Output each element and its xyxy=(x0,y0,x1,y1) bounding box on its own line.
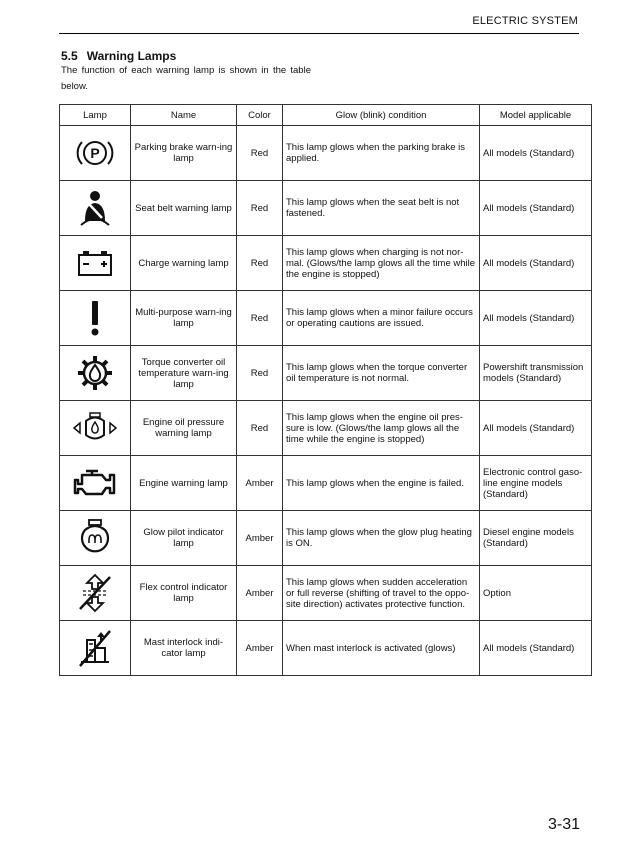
table-row xyxy=(60,236,592,291)
lamp-name: Glow pilot indicator lamp xyxy=(131,511,237,566)
lamp-condition: This lamp glows when the parking brake is applied. xyxy=(283,126,480,181)
table-row xyxy=(60,291,592,346)
section-title xyxy=(61,49,176,63)
exclamation-icon xyxy=(85,299,105,337)
lamp-condition: This lamp glows when the glow plug heating is ON. xyxy=(283,511,480,566)
lamp-cell xyxy=(60,126,131,181)
section-heading: Warning Lamps xyxy=(86,49,177,63)
warning-lamps-table xyxy=(59,104,592,676)
battery-icon xyxy=(75,248,115,278)
lamp-name: Charge warning lamp xyxy=(131,236,237,291)
lamp-model: All models (Standard) xyxy=(480,181,592,236)
table-row xyxy=(60,401,592,456)
lamp-cell xyxy=(60,456,131,511)
lamp-color: Amber xyxy=(237,511,283,566)
table-row xyxy=(60,621,592,676)
lamp-color: Red xyxy=(237,181,283,236)
glow-plug-icon xyxy=(77,518,113,558)
lamp-name: Mast interlock indi-cator lamp xyxy=(131,621,237,676)
lamp-model: Option xyxy=(480,566,592,621)
lamp-color: Amber xyxy=(237,456,283,511)
page-number: 3-31 xyxy=(547,816,580,833)
header-condition: Glow (blink) condition xyxy=(283,105,480,126)
lamp-cell xyxy=(60,236,131,291)
lamp-cell xyxy=(60,511,131,566)
lamp-color: Red xyxy=(237,126,283,181)
header-lamp: Lamp xyxy=(60,105,131,126)
lamp-cell xyxy=(60,346,131,401)
lamp-model: All models (Standard) xyxy=(480,236,592,291)
lamp-color: Red xyxy=(237,291,283,346)
lamp-name: Flex control indicator lamp xyxy=(131,566,237,621)
header-rule xyxy=(59,33,579,34)
section-intro: The function of each warning lamp is shown in the table below. xyxy=(61,65,311,92)
section-number: 5.5 xyxy=(61,49,78,63)
table-header-row xyxy=(60,105,592,126)
lamp-color: Red xyxy=(237,401,283,456)
lamp-name: Engine oil pressure warning lamp xyxy=(131,401,237,456)
lamp-model: Powershift transmission models (Standard) xyxy=(480,346,592,401)
lamp-condition: This lamp glows when the engine is failed. xyxy=(283,456,480,511)
table-row xyxy=(60,566,592,621)
lamp-condition: This lamp glows when the torque converter oil temperature is not normal. xyxy=(283,346,480,401)
lamp-model: All models (Standard) xyxy=(480,401,592,456)
lamp-condition: This lamp glows when a minor failure occurs or operating cautions are issued. xyxy=(283,291,480,346)
lamp-name: Engine warning lamp xyxy=(131,456,237,511)
lamp-condition: This lamp glows when the seat belt is not fastened. xyxy=(283,181,480,236)
flex-control-icon xyxy=(75,573,115,613)
lamp-condition: This lamp glows when charging is not nor-mal. (Glows/the lamp glows all the time while the engine is stopped) xyxy=(283,236,480,291)
lamp-color: Amber xyxy=(237,566,283,621)
lamp-name: Parking brake warn-ing lamp xyxy=(131,126,237,181)
lamp-cell xyxy=(60,181,131,236)
lamp-name: Multi-purpose warn-ing lamp xyxy=(131,291,237,346)
lamp-model: All models (Standard) xyxy=(480,126,592,181)
header-name: Name xyxy=(131,105,237,126)
torque-converter-temp-icon xyxy=(75,353,115,393)
svg-text:P: P xyxy=(90,145,100,161)
lamp-model: Diesel engine models (Standard) xyxy=(480,511,592,566)
engine-icon xyxy=(72,467,118,499)
lamp-color: Amber xyxy=(237,621,283,676)
lamp-condition: When mast interlock is activated (glows) xyxy=(283,621,480,676)
table-row xyxy=(60,456,592,511)
header-title: ELECTRIC SYSTEM xyxy=(472,15,578,27)
mast-interlock-icon xyxy=(75,628,115,668)
lamp-name: Torque converter oil temperature warn-ing lamp xyxy=(131,346,237,401)
header-model: Model applicable xyxy=(480,105,592,126)
lamp-cell xyxy=(60,621,131,676)
header-color: Color xyxy=(237,105,283,126)
lamp-model: Electronic control gaso-line engine models (Standard) xyxy=(480,456,592,511)
lamp-cell xyxy=(60,291,131,346)
lamp-model: All models (Standard) xyxy=(480,291,592,346)
lamp-name: Seat belt warning lamp xyxy=(131,181,237,236)
table-row xyxy=(60,511,592,566)
lamp-condition: This lamp glows when sudden acceleration or full reverse (shifting of travel to the oppo-site direction) activates protective function. xyxy=(283,566,480,621)
lamp-color: Red xyxy=(237,236,283,291)
seat-belt-icon xyxy=(77,189,113,227)
table-row xyxy=(60,346,592,401)
lamp-cell xyxy=(60,566,131,621)
parking-brake-icon xyxy=(75,135,115,171)
table-row xyxy=(60,181,592,236)
oil-pressure-icon xyxy=(72,411,118,445)
lamp-cell xyxy=(60,401,131,456)
lamp-color: Red xyxy=(237,346,283,401)
lamp-condition: This lamp glows when the engine oil pres-sure is low. (Glows/the lamp glows all the time while the engine is stopped) xyxy=(283,401,480,456)
lamp-model: All models (Standard) xyxy=(480,621,592,676)
table-row xyxy=(60,126,592,181)
